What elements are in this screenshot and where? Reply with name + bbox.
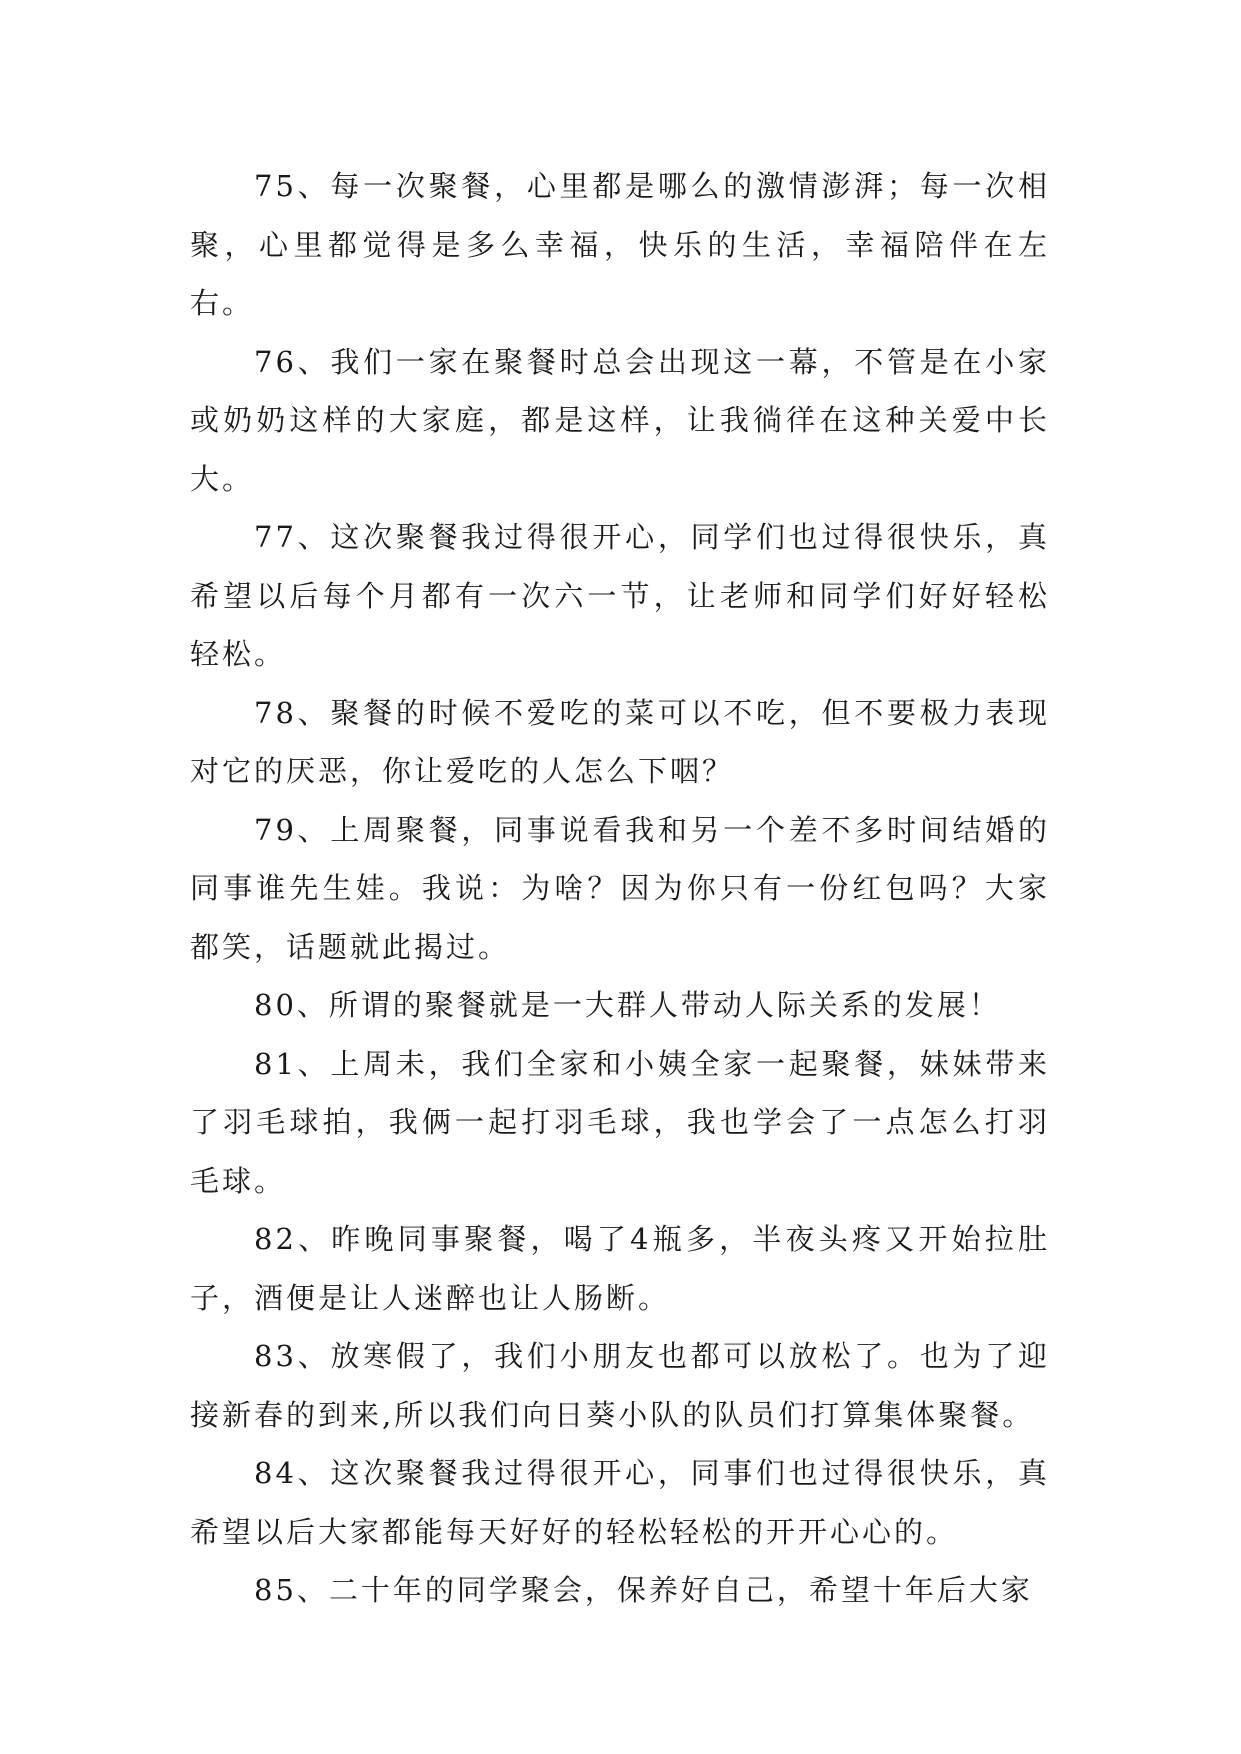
paragraph-79: 79、上周聚餐，同事说看我和另一个差不多时间结婚的同事谁先生娃。我说：为啥？因为你只有一份红包吗？大家都笑，话题就此揭过。 (190, 812, 1050, 964)
paragraph-80: 80、所谓的聚餐就是一大群人带动人际关系的发展！ (254, 988, 1001, 1022)
paragraph-78: 78、聚餐的时候不爱吃的菜可以不吃，但不要极力表现对它的厌恶，你让爱吃的人怎么下咽？ (190, 695, 1050, 788)
paragraph-84: 84、这次聚餐我过得很开心，同事们也过得很快乐，真希望以后大家都能每天好好的轻松轻松的开开心心的。 (190, 1456, 1050, 1549)
paragraph-82: 82、昨晚同事聚餐，喝了4瓶多，半夜头疼又开始拉肚子，酒便是让人迷醉也让人肠断。 (190, 1222, 1050, 1315)
paragraph-76: 76、我们一家在聚餐时总会出现这一幕，不管是在小家或奶奶这样的大家庭，都是这样，让我徜徉在这种关爱中长大。 (190, 344, 1050, 496)
document-body (190, 157, 1050, 1620)
paragraph-85: 85、二十年的同学聚会，保养好自己，希望十年后大家 (254, 1573, 1033, 1607)
paragraph-75: 75、每一次聚餐，心里都是哪么的激情澎湃；每一次相聚，心里都觉得是多么幸福，快乐的生活，幸福陪伴在左右。 (190, 169, 1050, 320)
paragraph-83: 83、放寒假了，我们小朋友也都可以放松了。也为了迎接新春的到来,所以我们向日葵小队的队员们打算集体聚餐。 (190, 1339, 1050, 1432)
paragraph-81: 81、上周未，我们全家和小姨全家一起聚餐，妹妹带来了羽毛球拍，我俩一起打羽毛球，我也学会了一点怎么打羽毛球。 (190, 1046, 1050, 1198)
paragraph-77: 77、这次聚餐我过得很开心，同学们也过得很快乐，真希望以后每个月都有一次六一节，让老师和同学们好好轻松轻松。 (190, 520, 1050, 671)
